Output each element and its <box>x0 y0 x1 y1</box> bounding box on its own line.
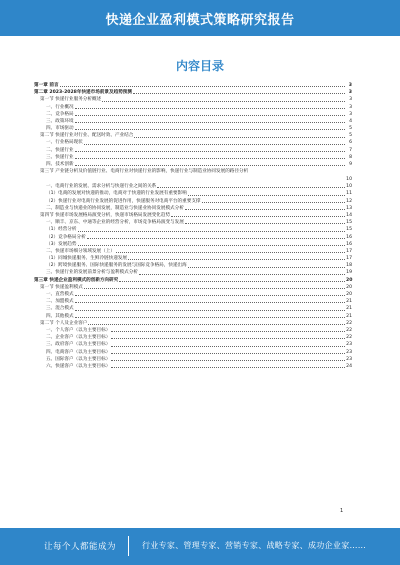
toc-entry-label: 二、快递行业 <box>46 147 74 153</box>
toc-entry[interactable] <box>34 219 352 226</box>
toc-entry-page: 12 <box>346 198 352 204</box>
toc-entry-page: 13 <box>346 205 352 211</box>
toc-leader-dots <box>87 238 345 239</box>
footer-divider <box>128 536 129 556</box>
toc-leader-dots <box>111 353 345 354</box>
toc-entry-page: 17 <box>346 256 352 262</box>
toc-entry-page: 3 <box>349 111 352 117</box>
toc-entry-label: 三、混合模式 <box>46 306 74 312</box>
toc-entry-label: 一、直营模式 <box>46 292 74 298</box>
toc-entry-label: 一、个人客户（以为主要目标） <box>46 327 111 333</box>
toc-leader-dots <box>128 259 345 260</box>
toc-entry-label: 四、市场驱动 <box>46 126 74 132</box>
toc-leader-dots <box>84 288 345 289</box>
toc-entry[interactable] <box>34 341 352 348</box>
toc-leader-dots <box>75 310 345 311</box>
toc-entry-page: 5 <box>349 126 352 132</box>
toc-entry[interactable] <box>34 140 352 147</box>
toc-entry[interactable] <box>34 356 352 363</box>
toc-entry-page: 3 <box>348 90 352 96</box>
toc-entry[interactable] <box>34 327 352 334</box>
toc-entry[interactable] <box>34 248 352 255</box>
toc-leader-dots <box>111 331 345 332</box>
toc-leader-dots <box>202 202 345 203</box>
toc-entry-label: 第一章 前言 <box>34 82 59 88</box>
toc-entry[interactable] <box>34 118 352 125</box>
toc-entry-label: 三、政府客户（以为主要目标） <box>46 342 111 348</box>
toc-entry[interactable] <box>34 205 352 212</box>
toc-entry-page: 23 <box>346 349 352 355</box>
toc-entry[interactable] <box>34 168 352 183</box>
toc-leader-dots <box>188 267 345 268</box>
report-title: 快递企业盈利模式策略研究报告 <box>105 13 295 28</box>
toc-entry-label: 二、加盟模式 <box>46 299 74 305</box>
toc-leader-dots <box>185 209 345 210</box>
toc-entry[interactable] <box>34 104 352 111</box>
toc-entry-label: （1）电商的发展对快递的推动，电商对于快递的行业发展有重要影响 <box>46 191 187 197</box>
toc-entry[interactable] <box>34 305 352 312</box>
toc-entry-label: 第一节 快递盈利模式 <box>40 284 83 290</box>
toc-leader-dots <box>78 245 346 246</box>
toc-entry[interactable] <box>34 270 352 277</box>
toc-entry[interactable] <box>34 241 352 248</box>
toc-entry[interactable] <box>34 198 352 205</box>
toc-entry-page: 23 <box>346 342 352 348</box>
toc-entry-page: 20 <box>346 284 352 290</box>
toc-entry-label: 三、政策环境 <box>46 118 74 124</box>
toc-entry-page: 15 <box>346 227 352 233</box>
toc-leader-dots <box>75 129 345 130</box>
toc-entry[interactable] <box>34 82 352 89</box>
toc-entry-page: 21 <box>346 313 352 319</box>
toc-entry-label: （1）经营分析 <box>46 227 77 233</box>
toc-entry-page: 20 <box>346 292 352 298</box>
toc-leader-dots <box>157 187 345 188</box>
toc-entry-label: 第一节 快递行业服务分析概述 <box>40 97 102 103</box>
toc-entry-page: 6 <box>349 140 352 146</box>
toc-leader-dots <box>139 274 345 275</box>
toc-leader-dots <box>60 86 345 87</box>
toc-entry[interactable] <box>34 212 352 219</box>
page-number: 1 <box>340 508 344 514</box>
toc-leader-dots <box>88 324 345 325</box>
toc-leader-dots <box>75 115 345 116</box>
toc-entry-label: 一、行业概况 <box>46 104 74 110</box>
toc-leader-dots <box>78 231 346 232</box>
toc-entry-page: 20 <box>346 277 353 283</box>
toc-leader-dots <box>75 158 345 159</box>
toc-leader-dots <box>111 338 345 339</box>
toc-entry-page: 3 <box>349 104 352 110</box>
toc-entry[interactable] <box>34 262 352 269</box>
toc-entry-label: 第二节 个人及企业客户 <box>40 320 88 326</box>
toc-entry[interactable] <box>34 255 352 262</box>
toc-entry[interactable] <box>34 154 352 161</box>
footer-bar <box>0 528 400 565</box>
toc-entry-label: 四、电商客户（以为主要目标） <box>46 349 111 355</box>
toc-leader-dots <box>188 195 345 196</box>
toc-entry-page: 24 <box>346 363 352 369</box>
toc-entry[interactable] <box>34 313 352 320</box>
toc-entry[interactable] <box>34 96 352 103</box>
toc-entry-page: 17 <box>346 248 352 254</box>
toc-leader-dots <box>75 295 345 296</box>
toc-entry-page: 19 <box>346 270 352 276</box>
table-of-contents <box>34 82 352 370</box>
toc-entry-label: 第三节 产业链分析及价值链行业、电商行业对快递行业的影响，快递行业与制造业协同发展的路径分析 <box>40 169 249 175</box>
toc-entry[interactable] <box>34 334 352 341</box>
toc-entry-label: 第二章 2023-2028年快递市场前景及趋势预测 <box>34 90 132 96</box>
toc-leader-dots <box>102 101 345 102</box>
toc-leader-dots <box>75 317 345 318</box>
toc-entry-label: 第三章 快递企业盈利模式的创新方向研究 <box>34 277 119 283</box>
toc-entry[interactable] <box>34 291 352 298</box>
toc-entry-label: （2）竞争格局分析 <box>46 234 86 240</box>
toc-entry-label: 五、国际客户（以为主要目标） <box>46 356 111 362</box>
toc-entry[interactable] <box>34 277 352 284</box>
toc-entry-page: 11 <box>346 191 352 197</box>
toc-leader-dots <box>111 360 345 361</box>
toc-entry-page: 22 <box>346 320 352 326</box>
toc-entry[interactable] <box>34 363 352 370</box>
toc-entry-label: 二、制造业与快递业的协同发展，制造业与快递业协同发展模式分析 <box>46 205 184 211</box>
toc-entry[interactable] <box>34 125 352 132</box>
toc-entry-label: （2）跨境快递服务、国际快递服务的发展与国际竞争格局，快递出海 <box>46 263 187 269</box>
toc-entry[interactable] <box>34 226 352 233</box>
toc-leader-dots <box>84 144 345 145</box>
toc-leader-dots <box>171 216 345 217</box>
toc-entry-page: 15 <box>346 220 352 226</box>
header-bar <box>0 0 400 36</box>
toc-leader-dots <box>75 108 345 109</box>
toc-leader-dots <box>75 302 345 303</box>
toc-entry[interactable] <box>34 234 352 241</box>
toc-entry-label: 二、快递市场细分领域发展（上） <box>46 248 115 254</box>
toc-entry-page: 7 <box>349 147 352 153</box>
toc-entry[interactable] <box>34 320 352 327</box>
toc-entry-label: （1）同城快递服务、生鲜冷链快递发展 <box>46 256 128 262</box>
toc-entry[interactable] <box>34 147 352 154</box>
toc-leader-dots <box>133 93 345 94</box>
toc-entry-page: 14 <box>346 212 352 218</box>
toc-entry-page: 8 <box>349 154 352 160</box>
toc-entry-label: 二、竞争格局 <box>46 111 74 117</box>
toc-entry-label: 三、快递行业 <box>46 154 74 160</box>
toc-entry-page: 10 <box>346 177 352 183</box>
toc-entry-page: 9 <box>349 162 352 168</box>
toc-entry-page: 22 <box>346 335 352 341</box>
toc-entry-label: （3）发展趋势 <box>46 241 77 247</box>
toc-entry-page: 4 <box>349 118 352 124</box>
toc-leader-dots <box>75 122 345 123</box>
toc-leader-dots <box>119 281 345 282</box>
toc-leader-dots <box>185 223 345 224</box>
toc-entry-page: 16 <box>346 234 352 240</box>
toc-entry[interactable] <box>34 298 352 305</box>
toc-entry-label: 一、顺丰、京东、中通等企业的经营分析，市场竞争格局演变与发展 <box>46 220 184 226</box>
toc-entry-page: 23 <box>346 356 352 362</box>
toc-entry-page: 3 <box>348 82 352 88</box>
footer-slogan: 让每个人都能成为 <box>44 542 117 552</box>
footer-roles: 行业专家、管理专家、营销专家、战略专家、成功企业家…… <box>142 541 367 550</box>
toc-entry[interactable] <box>34 132 352 139</box>
toc-leader-dots <box>111 367 345 368</box>
toc-entry[interactable] <box>34 190 352 197</box>
toc-entry-label: 四、其他模式 <box>46 313 74 319</box>
toc-entry[interactable] <box>34 161 352 168</box>
toc-entry[interactable] <box>34 349 352 356</box>
toc-leader-dots <box>134 137 345 138</box>
toc-leader-dots <box>111 346 345 347</box>
toc-entry-label: 一、电商行业的发展、需求分析与快递行业之间的关系 <box>46 184 157 190</box>
toc-entry[interactable] <box>34 284 352 291</box>
toc-entry-label: 三、快递行业的发展前景分析与盈利模式分析 <box>46 270 138 276</box>
toc-leader-dots <box>75 151 345 152</box>
toc-entry-page: 21 <box>346 306 352 312</box>
toc-entry-page: 5 <box>349 133 352 139</box>
toc-entry-page: 22 <box>346 327 352 333</box>
toc-entry-page: 21 <box>346 299 352 305</box>
toc-title: 内容目录 <box>175 59 224 73</box>
toc-leader-dots <box>75 165 345 166</box>
toc-entry[interactable] <box>34 89 352 96</box>
toc-entry-label: 二、企业客户（以为主要目标） <box>46 335 111 341</box>
toc-entry-page: 10 <box>346 184 352 190</box>
toc-entry-label: 四、技术创新 <box>46 162 74 168</box>
toc-entry-page: 3 <box>349 97 352 103</box>
toc-entry-label: 第二节 快递行业对行业、配送时效、产业结合 <box>40 133 134 139</box>
toc-entry[interactable] <box>34 183 352 190</box>
toc-entry-label: （2）快递行业对电商行业发展的促进作用，快递服务对电商平台的重要支撑 <box>46 198 201 204</box>
toc-leader-dots <box>116 252 345 253</box>
toc-entry[interactable] <box>34 111 352 118</box>
toc-entry-label: 第四节 快递市场发展格局演变分析，快递市场格局发展变化趋势 <box>40 212 171 218</box>
toc-entry-label: 一、行业格局现状 <box>46 140 83 146</box>
toc-entry-page: 18 <box>346 263 352 269</box>
toc-entry-page: 16 <box>346 241 352 247</box>
toc-entry-label: 六、快递客户（以为主要目标） <box>46 363 111 369</box>
